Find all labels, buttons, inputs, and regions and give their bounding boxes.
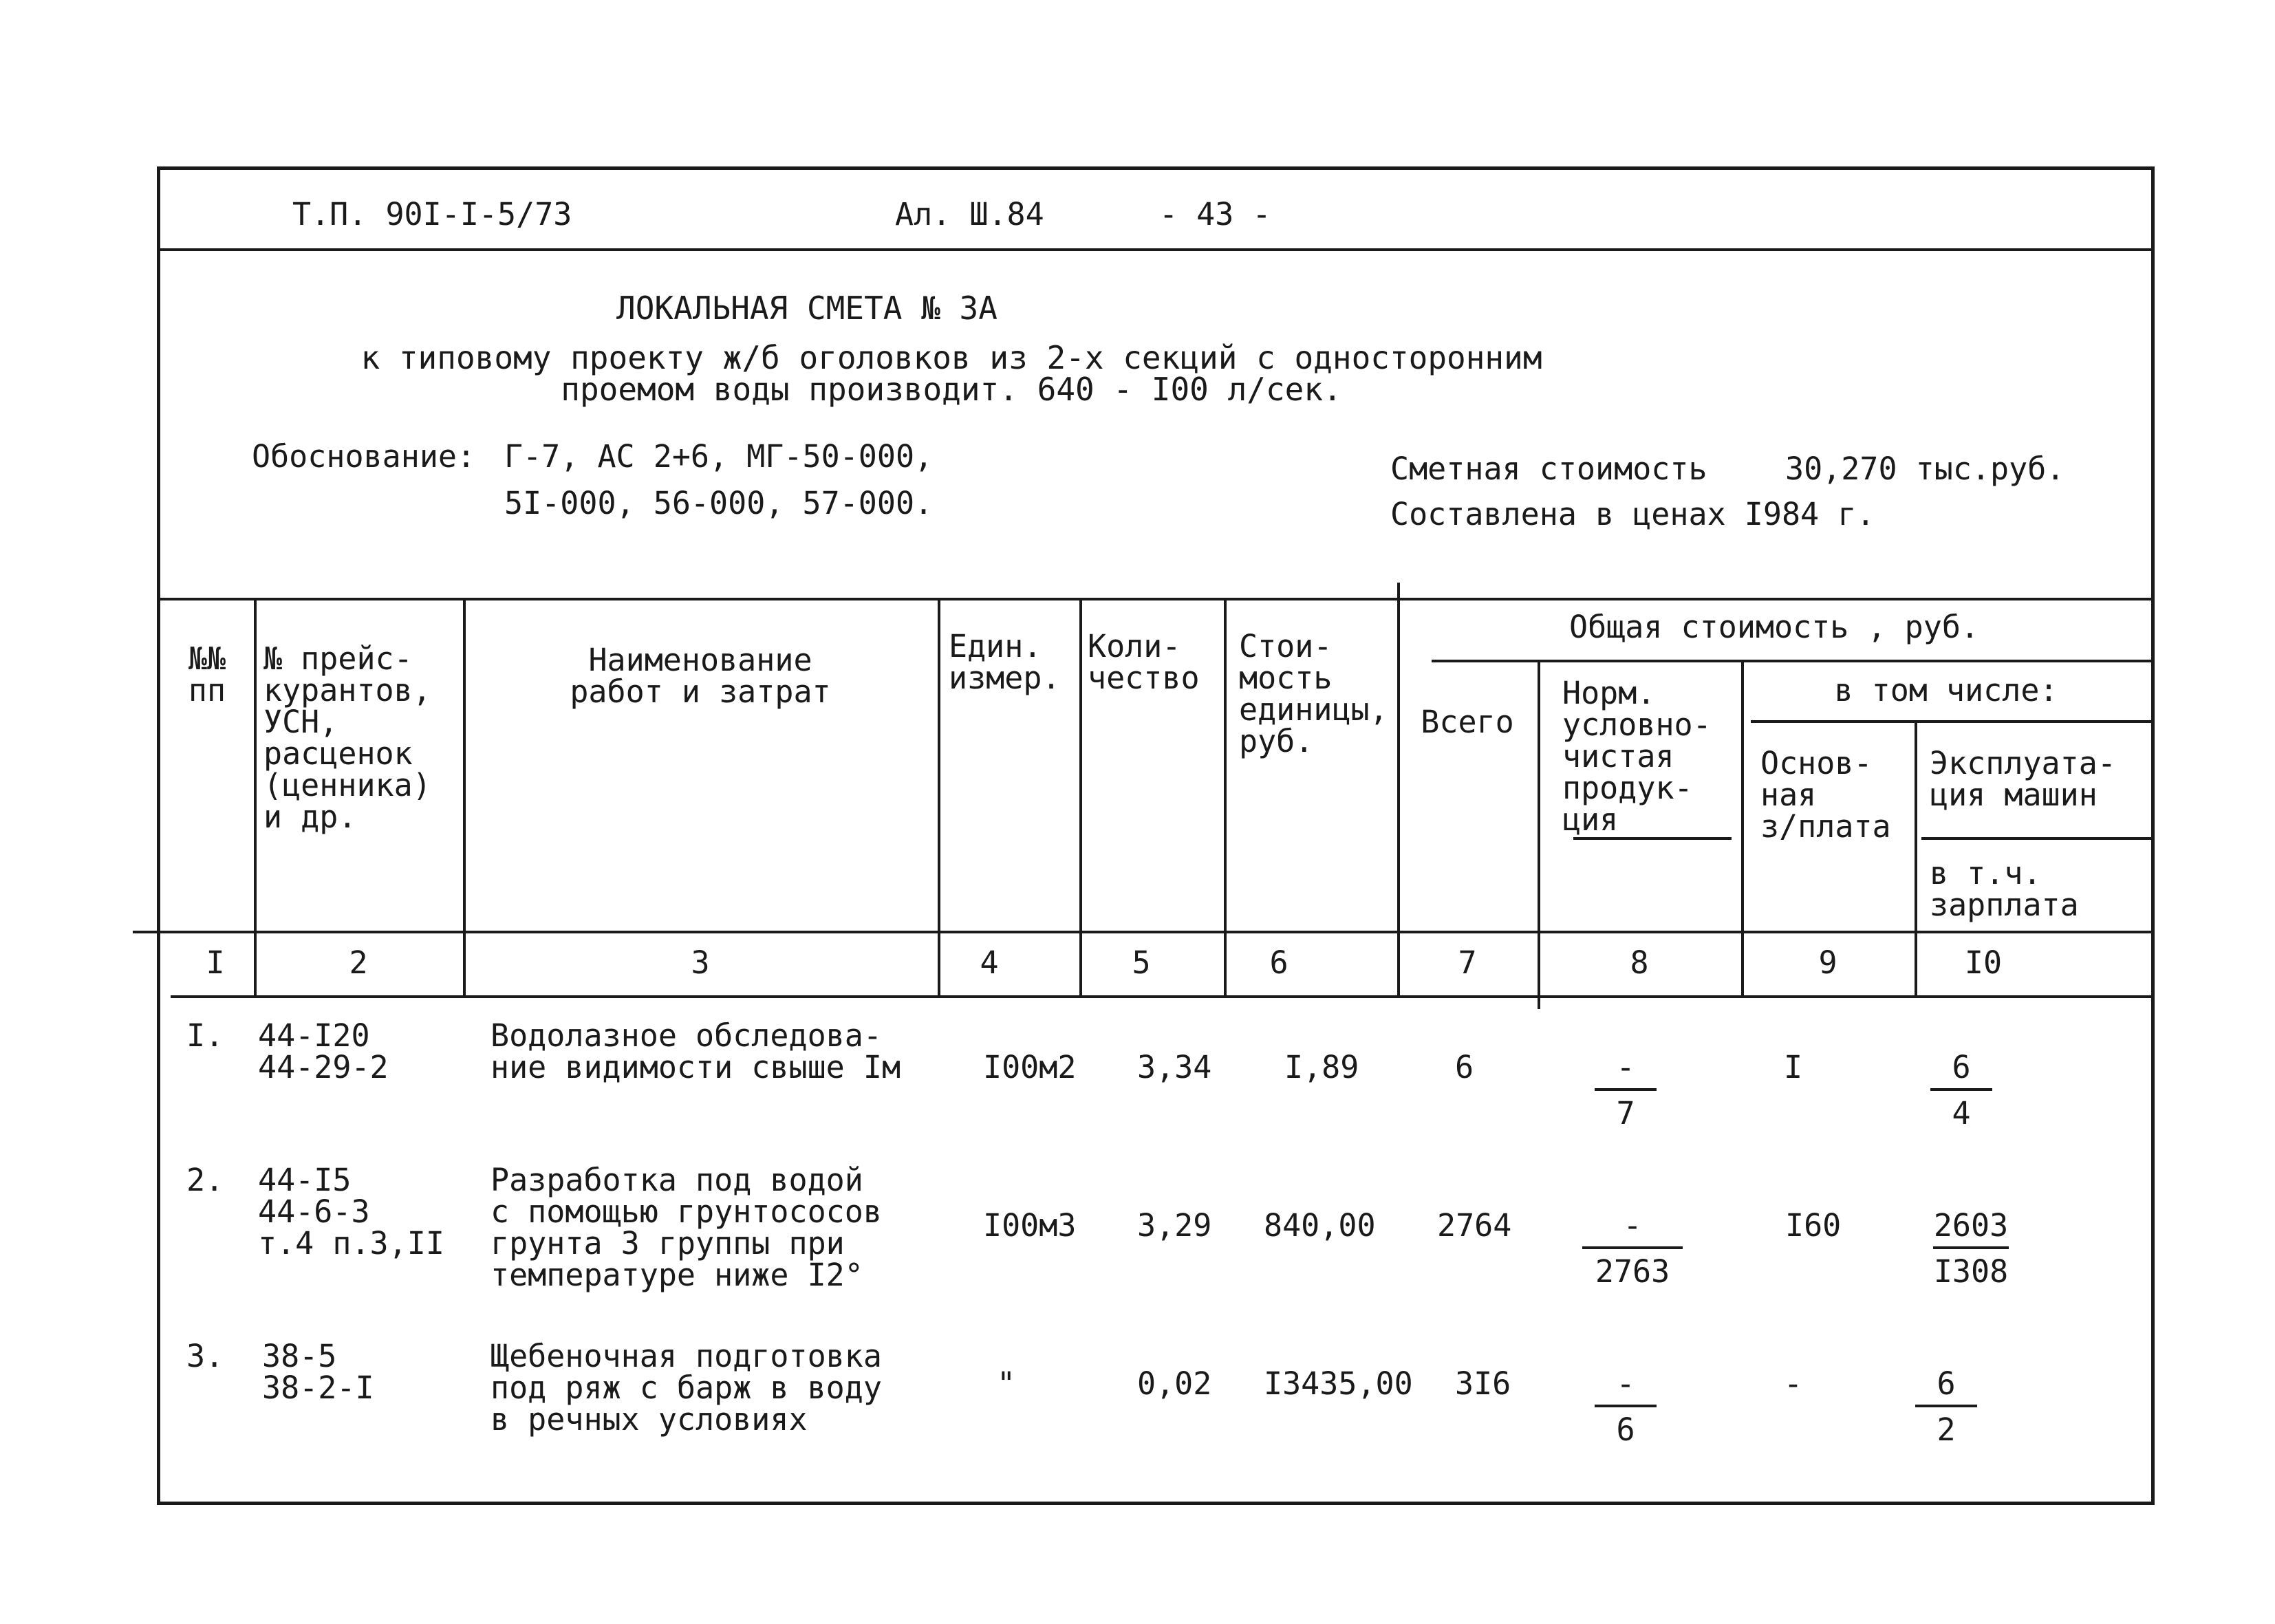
column-number-3: 3 bbox=[691, 944, 710, 981]
machines-bottom: I308 bbox=[1933, 1253, 2009, 1290]
basis-label: Обоснование: bbox=[252, 438, 476, 475]
table-top-line bbox=[160, 598, 2151, 600]
row-total: 3I6 bbox=[1455, 1365, 1511, 1402]
estimated-cost-label: Сметная стоимость bbox=[1390, 451, 1707, 487]
document-subtitle-1: к типовому проекту ж/б оголовков из 2-х секций с односторонним bbox=[360, 339, 1542, 376]
col-header-total-group: Общая стоимость , руб. bbox=[1568, 609, 1980, 645]
norm-bottom: 6 bbox=[1616, 1411, 1635, 1448]
col-header-total: Всего bbox=[1421, 704, 1514, 740]
basis-line-1: Г-7, АС 2+6, МГ-50-000, bbox=[504, 438, 934, 475]
header-divider bbox=[160, 248, 2151, 251]
fraction-bar bbox=[1595, 1088, 1657, 1091]
album-reference: Ал. Ш.84 bbox=[895, 196, 1044, 232]
row-quantity: 3,29 bbox=[1137, 1207, 1212, 1244]
column-number-line bbox=[171, 995, 2151, 998]
column-number-10: I0 bbox=[1964, 944, 2003, 981]
machines-top: 6 bbox=[1937, 1365, 1956, 1402]
estimated-cost-value: 30,270 тыс.руб. bbox=[1785, 451, 2065, 487]
row-total: 2764 bbox=[1437, 1207, 1512, 1244]
row-quantity: 0,02 bbox=[1137, 1365, 1212, 1402]
col-header-number: №№ пп bbox=[188, 640, 226, 708]
row-number: 2. bbox=[186, 1162, 224, 1198]
row-codes: 44-I20 44-29-2 bbox=[258, 1017, 389, 1085]
basis-line-2: 5I-000, 56-000, 57-000. bbox=[504, 485, 934, 521]
row-unit-cost: 840,00 bbox=[1264, 1207, 1376, 1244]
col-line-1 bbox=[254, 598, 257, 997]
norm-top: - bbox=[1616, 1365, 1635, 1402]
row-base-wage: I60 bbox=[1785, 1207, 1842, 1244]
row-machines bbox=[1893, 1049, 2030, 1132]
norm-bottom: 7 bbox=[1616, 1095, 1635, 1132]
fraction-bar bbox=[1582, 1246, 1683, 1249]
col-header-base-wage: Основ- ная з/плата bbox=[1760, 745, 1891, 845]
row-unit-cost: I,89 bbox=[1284, 1049, 1359, 1085]
col-header-unit: Един. измер. bbox=[949, 628, 1061, 696]
column-number-4: 4 bbox=[980, 944, 999, 981]
row-unit: I00м3 bbox=[983, 1207, 1077, 1244]
header-bottom-line bbox=[133, 931, 2151, 933]
machines-sub-line bbox=[1921, 837, 2151, 840]
machines-bottom: 2 bbox=[1937, 1411, 1956, 1448]
fraction-bar bbox=[1930, 1088, 1992, 1091]
row-norm-product bbox=[1564, 1207, 1701, 1290]
machines-top: 6 bbox=[1952, 1049, 1971, 1085]
col-header-machines-wage: в т.ч. зарплата bbox=[1930, 855, 2079, 923]
column-number-8: 8 bbox=[1630, 944, 1649, 981]
page-number: - 43 - bbox=[1159, 196, 1271, 232]
row-machines bbox=[1902, 1207, 2040, 1290]
col-line-3 bbox=[938, 598, 940, 997]
column-number-1: I bbox=[206, 944, 225, 981]
included-group-line bbox=[1751, 720, 2151, 723]
row-total: 6 bbox=[1455, 1049, 1474, 1085]
row-machines bbox=[1877, 1365, 2015, 1448]
fraction-bar bbox=[1933, 1246, 2009, 1249]
col-line-5 bbox=[1224, 598, 1227, 997]
col-header-machines: Эксплуата- ция машин bbox=[1930, 745, 2116, 813]
col-header-norm-product: Норм. условно- чистая продук- ция bbox=[1562, 675, 1712, 838]
row-codes: 38-5 38-2-I bbox=[262, 1338, 374, 1406]
row-work-name: Щебеночная подготовка под ряж с барж в воду в речных условиях bbox=[490, 1338, 882, 1438]
document-title: ЛОКАЛЬНАЯ СМЕТА № 3А bbox=[616, 290, 998, 327]
row-number: 3. bbox=[186, 1338, 224, 1374]
col-header-work-name: Наименование работ и затрат bbox=[570, 642, 831, 710]
project-code: Т.П. 90I-I-5/73 bbox=[292, 196, 572, 232]
prices-year-line: Составлена в ценах I984 г. bbox=[1390, 496, 1875, 532]
col-line-4 bbox=[1079, 598, 1082, 997]
column-number-5: 5 bbox=[1132, 944, 1151, 981]
estimate-sheet bbox=[157, 166, 2155, 1505]
col-line-8 bbox=[1741, 660, 1744, 997]
row-base-wage: I bbox=[1784, 1049, 1803, 1085]
document-subtitle-2: проемом воды производит. 640 - I00 л/сек. bbox=[561, 371, 1342, 408]
row-work-name: Разработка под водой с помощью грунтососов грунта 3 группы при температуре ниже I2° bbox=[490, 1162, 882, 1293]
col-header-included-group: в том числе: bbox=[1834, 672, 2058, 708]
machines-top: 2603 bbox=[1933, 1207, 2009, 1244]
row-number: I. bbox=[186, 1017, 224, 1054]
norm-bottom: 2763 bbox=[1595, 1253, 1670, 1290]
column-number-7: 7 bbox=[1458, 944, 1477, 981]
row-work-name: Водолазное обследова- ние видимости свыше Iм bbox=[490, 1017, 901, 1085]
row-unit: " bbox=[997, 1365, 1016, 1402]
column-number-6: 6 bbox=[1269, 944, 1289, 981]
norm-top: - bbox=[1616, 1049, 1635, 1085]
column-number-2: 2 bbox=[349, 944, 368, 981]
col-header-quantity: Коли- чество bbox=[1088, 628, 1200, 696]
fraction-bar bbox=[1915, 1405, 1977, 1407]
row-codes: 44-I5 44-6-3 т.4 п.3,II bbox=[258, 1162, 444, 1262]
row-base-wage: - bbox=[1784, 1365, 1803, 1402]
column-number-9: 9 bbox=[1818, 944, 1837, 981]
row-unit: I00м2 bbox=[983, 1049, 1077, 1085]
row-norm-product bbox=[1557, 1365, 1694, 1448]
row-unit-cost: I3435,00 bbox=[1264, 1365, 1413, 1402]
machines-bottom: 4 bbox=[1952, 1095, 1971, 1132]
col-header-unit-cost: Стои- мость единицы, руб. bbox=[1239, 628, 1388, 759]
norm-top: - bbox=[1623, 1207, 1642, 1244]
fraction-bar bbox=[1595, 1405, 1657, 1407]
row-norm-product bbox=[1557, 1049, 1694, 1132]
col-header-pricelist: № прейс- курантов, УСН, расценок (ценника) и др. bbox=[263, 640, 431, 835]
row-quantity: 3,34 bbox=[1137, 1049, 1212, 1085]
col-line-6 bbox=[1397, 583, 1400, 997]
